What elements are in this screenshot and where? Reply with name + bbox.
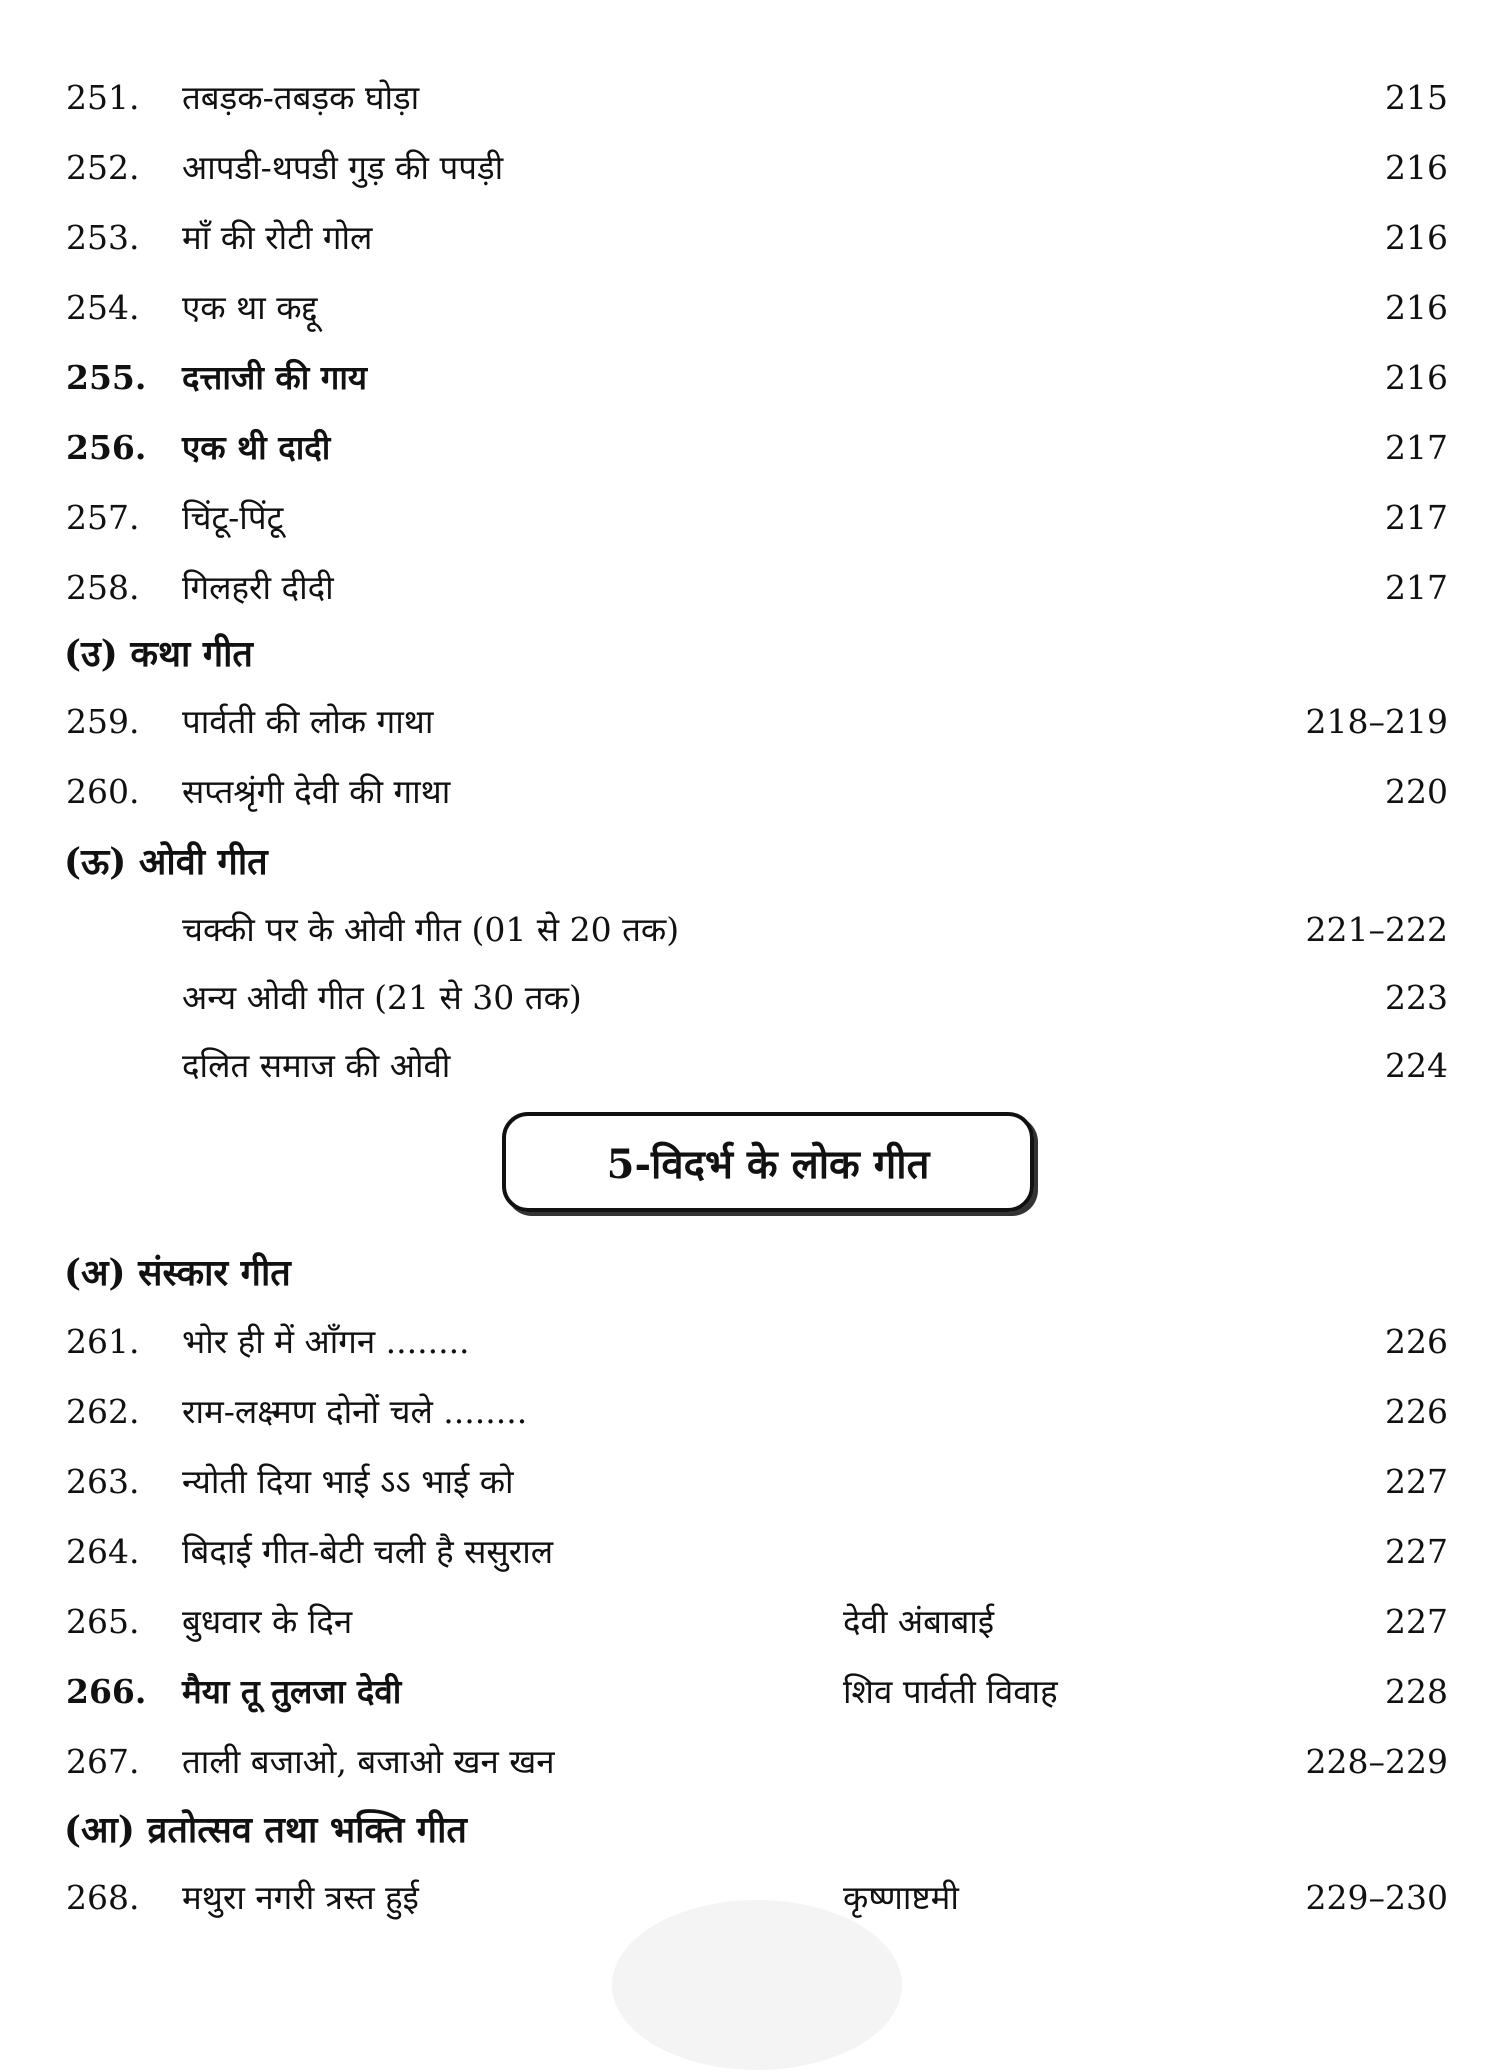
toc-row (0, 138, 1500, 198)
toc-row (0, 1522, 1500, 1582)
entry-title: सप्तश्रृंगी देवी की गाथा (182, 772, 451, 811)
toc-row (0, 1592, 1500, 1652)
section-heading: (आ) व्रतोत्सव तथा भक्ति गीत (64, 1809, 467, 1851)
entry-title: राम-लक्ष्मण दोनों चले ........ (182, 1392, 528, 1431)
toc-row (0, 692, 1500, 752)
entry-page: 224 (1385, 1046, 1448, 1085)
entry-title: बिदाई गीत-बेटी चली है ससुराल (182, 1532, 554, 1571)
entry-title: एक थी दादी (182, 428, 331, 467)
entry-page: 228–229 (1305, 1742, 1448, 1781)
entry-page: 226 (1385, 1322, 1448, 1361)
entry-title: अन्य ओवी गीत (21 से 30 तक) (182, 978, 582, 1017)
toc-row (0, 1382, 1500, 1442)
toc-row (0, 348, 1500, 408)
entry-occasion: कृष्णाष्टमी (843, 1878, 959, 1917)
entry-page: 223 (1385, 978, 1448, 1017)
entry-number: 258. (66, 568, 140, 607)
entry-page: 227 (1385, 1602, 1448, 1641)
entry-number: 257. (66, 498, 140, 537)
entry-number: 251. (66, 78, 140, 117)
toc-row (0, 68, 1500, 128)
entry-title: बुधवार के दिन (182, 1602, 353, 1641)
entry-title: तबड़क-तबड़क घोड़ा (182, 78, 420, 117)
toc-row (0, 900, 1500, 960)
entry-title: चक्की पर के ओवी गीत (01 से 20 तक) (182, 910, 680, 949)
toc-row (0, 488, 1500, 548)
entry-title: ताली बजाओ, बजाओ खन खन (182, 1742, 555, 1781)
entry-number: 261. (66, 1322, 140, 1361)
toc-row (0, 1662, 1500, 1722)
entry-number: 264. (66, 1532, 140, 1571)
entry-title: गिलहरी दीदी (182, 568, 334, 607)
entry-title: माँ की रोटी गोल (182, 218, 373, 257)
entry-page: 216 (1385, 218, 1448, 257)
entry-title: न्योती दिया भाई ऽऽ भाई को (182, 1462, 514, 1501)
entry-title: मथुरा नगरी त्रस्त हुई (182, 1878, 419, 1917)
paper-smudge (612, 1900, 902, 2070)
entry-number: 253. (66, 218, 140, 257)
entry-page: 221–222 (1305, 910, 1448, 949)
entry-title: पार्वती की लोक गाथा (182, 702, 434, 741)
entry-number: 263. (66, 1462, 140, 1501)
entry-occasion: देवी अंबाबाई (843, 1602, 995, 1641)
toc-row (0, 278, 1500, 338)
toc-row (0, 1312, 1500, 1372)
chapter-title-box (502, 1112, 1034, 1212)
entry-number: 265. (66, 1602, 140, 1641)
section-heading: (उ) कथा गीत (64, 633, 253, 675)
entry-page: 228 (1385, 1672, 1448, 1711)
entry-page: 220 (1385, 772, 1448, 811)
entry-number: 267. (66, 1742, 140, 1781)
entry-page: 227 (1385, 1462, 1448, 1501)
section-heading: (अ) संस्कार गीत (64, 1252, 291, 1294)
entry-title: दलित समाज की ओवी (182, 1046, 451, 1085)
entry-page: 229–230 (1305, 1878, 1448, 1917)
entry-page: 217 (1385, 498, 1448, 537)
toc-row (0, 968, 1500, 1028)
toc-row (0, 418, 1500, 478)
entry-title: एक था कद्दू (182, 288, 318, 327)
entry-number: 268. (66, 1878, 140, 1917)
entry-title: भोर ही में आँगन ........ (182, 1322, 470, 1361)
entry-title: दत्ताजी की गाय (182, 358, 368, 397)
entry-page: 216 (1385, 148, 1448, 187)
toc-row (0, 558, 1500, 618)
section-heading: (ऊ) ओवी गीत (64, 841, 268, 883)
entry-page: 215 (1385, 78, 1448, 117)
entry-number: 262. (66, 1392, 140, 1431)
entry-number: 252. (66, 148, 140, 187)
toc-row (0, 1732, 1500, 1792)
entry-page: 218–219 (1305, 702, 1448, 741)
entry-occasion: शिव पार्वती विवाह (843, 1672, 1058, 1711)
entry-number: 256. (66, 428, 147, 467)
entry-number: 255. (66, 358, 147, 397)
entry-number: 260. (66, 772, 140, 811)
entry-number: 254. (66, 288, 140, 327)
entry-number: 259. (66, 702, 140, 741)
entry-page: 216 (1385, 358, 1448, 397)
entry-page: 227 (1385, 1532, 1448, 1571)
entry-title: मैया तू तुलजा देवी (182, 1672, 402, 1711)
toc-row (0, 762, 1500, 822)
entry-title: चिंटू-पिंटू (182, 498, 284, 537)
toc-row (0, 1036, 1500, 1096)
toc-row (0, 1452, 1500, 1512)
chapter-title: 5-विदर्भ के लोक गीत (606, 1140, 930, 1188)
toc-row (0, 208, 1500, 268)
entry-page: 217 (1385, 428, 1448, 467)
entry-page: 217 (1385, 568, 1448, 607)
entry-page: 226 (1385, 1392, 1448, 1431)
entry-number: 266. (66, 1672, 147, 1711)
entry-page: 216 (1385, 288, 1448, 327)
entry-title: आपडी-थपडी गुड़ की पपड़ी (182, 148, 504, 187)
